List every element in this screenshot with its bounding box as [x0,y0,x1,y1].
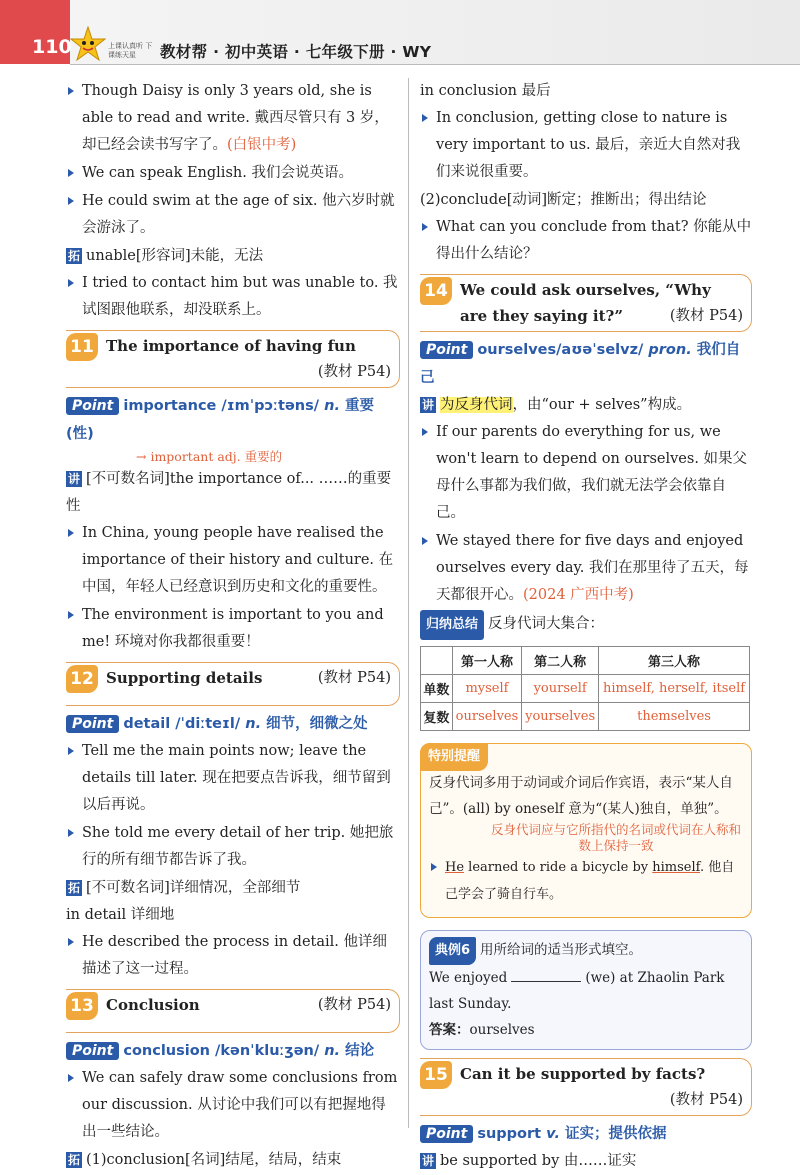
reminder-text: 反身代词多用于动词或介词后作宾语，表示“某人自己”。(all) by oneself 意为“(某人)独自，单独”。 [429,775,733,817]
mascot-star-icon [70,26,106,64]
section-13 [66,989,400,1033]
typical-example-6 [420,930,752,1050]
example-sentence: I tried to contact him but was unable to. 我试图跟他联系，却没联系上。 [66,270,400,324]
example-sentence: He described the process in detail. 他详细描述了这一过程。 [66,929,400,983]
extension-note: 拓 unable[形容词]未能，无法 [68,248,264,264]
fill-in-question: We enjoyed (we) at Zhaolin Park last Sunday. [429,970,725,1012]
header-rule [70,64,800,65]
section-number: 14 [420,277,452,305]
phrase-note: in conclusion 最后 [420,83,551,99]
section-15 [420,1058,752,1116]
section-14 [420,274,752,332]
book-title: 教材帮 · 初中英语 · 七年级下册 · WY [160,43,432,61]
example-sentence: The environment is important to you and me! 环境对你我都很重要！ [66,602,400,656]
example-instruction: 用所给词的适当形式填空。 [480,942,643,958]
summary-title: 归纳总结 反身代词大集合： [420,610,752,640]
usage-note: (2)conclude[动词]断定；推断出；得出结论 [420,192,707,208]
example-sentence: Tell me the main points now; leave the details till later. 现在把要点告诉我，细节留到以后再说。 [66,738,400,819]
right-column [420,78,752,1175]
section-number: 11 [66,333,98,361]
example-sentence: We can safely draw some conclusions from our discussion. 从讨论中我们可以有把握地得出一些结论。 [66,1065,400,1146]
vocab-point: Point ourselves/aʊəˈselvz/ pron. 我们自己 [420,342,741,386]
extension-tag: 拓 [68,249,81,263]
table-row: 单数 myself yourself himself, herself, itself [421,675,750,703]
phrase-note: in detail 详细地 [66,907,175,923]
explanation-note: 讲 be supported by 由……证实 [422,1153,637,1169]
agreement-annotation: 反身代词应与它所指代的名词或代词在人称和数上保持一致 [490,822,741,853]
section-title: Can it be supported by facts? [460,1065,706,1083]
example-sentence: He learned to ride a bicycle by himself. 他自己学会了骑自行车。 [429,854,743,908]
textbook-ref: (教材 P54) [669,308,743,324]
reminder-title: 特别提醒 [420,743,488,771]
section-11 [66,330,400,388]
textbook-ref: (教材 P54) [317,364,391,380]
example-sentence: She told me every detail of her trip. 她把旅行的所有细节都告诉了我。 [66,820,400,874]
example-sentence: He could swim at the age of six. 他六岁时就会游泳了。 [66,188,400,242]
page-header [0,0,800,64]
example-sentence: What can you conclude from that? 你能从中得出什么结论？ [420,214,752,268]
vocab-point: Point conclusion /kənˈkluːʒən/ n. 结论 [66,1037,400,1065]
explanation-note: 讲 为反身代词，由“our + selves”构成。 [422,397,692,413]
example-sentence: Though Daisy is only 3 years old, she is able to read and write. 戴西尽管只有 3 岁，却已经会读书写字了。(白银中考) [66,78,400,159]
example-sentence: We stayed there for five days and enjoyed ourselves every day. 我们在那里待了五天，每天都很开心。(2024 广西中考) [420,528,752,609]
example-sentence: In China, young people have realised the importance of their history and culture. 在中国，年轻人已经意识到历史和文化的重要性。 [66,520,400,601]
extension-note: 拓 [不可数名词]详细情况，全部细节 [68,880,301,896]
textbook-ref: (教材 P54) [317,670,391,686]
example-sentence: If our parents do everything for us, we won't learn to depend on ourselves. 如果父母什么事都为我们做，我们就无法学会依靠自己。 [420,419,752,527]
example-label: 典例6 [429,937,476,965]
reflexive-pronoun-table [420,646,750,731]
textbook-ref: (教材 P54) [669,1092,743,1108]
section-number: 15 [420,1061,452,1089]
table-header-row: 第一人称 第二人称 第三人称 [421,647,750,675]
page-number: 110 [32,36,72,58]
textbook-ref: (教材 P54) [317,997,391,1013]
section-title: We could ask ourselves, “Why are they saying it?” [460,281,711,325]
answer-line: 答案：ourselves [429,1022,535,1038]
explanation-note: 讲 [不可数名词]the importance of... ……的重要性 [66,471,392,514]
special-reminder-box [420,743,752,918]
section-12 [66,662,400,706]
answer-blank [511,981,581,982]
section-number: 13 [66,992,98,1020]
section-title: Conclusion [106,996,200,1014]
left-column [66,78,400,1174]
table-row: 复数 ourselves yourselves themselves [421,703,750,731]
example-sentence: We can speak English. 我们会说英语。 [66,160,400,187]
vocab-point: Point detail /ˈdiːteɪl/ n. 细节，细微之处 [66,710,400,738]
vocab-point: Point support v. 证实；提供依据 [420,1120,752,1148]
example-sentence: In conclusion, getting close to nature is very important to us. 最后，亲近大自然对我们来说很重要。 [420,105,752,186]
section-title: The importance of having fun [106,337,356,355]
extension-note: 拓 (1)conclusion[名词]结尾，结局，结束 [68,1152,342,1168]
vocab-point: Point importance /ɪmˈpɔːtəns/ n. 重要(性) [66,398,375,442]
section-title: Supporting details [106,669,263,687]
mascot-slogan: 上课认真听 下课练天星 [108,42,153,59]
derivation-note: → important adj. 重要的 [136,449,283,464]
section-number: 12 [66,665,98,693]
column-divider [408,78,409,1128]
